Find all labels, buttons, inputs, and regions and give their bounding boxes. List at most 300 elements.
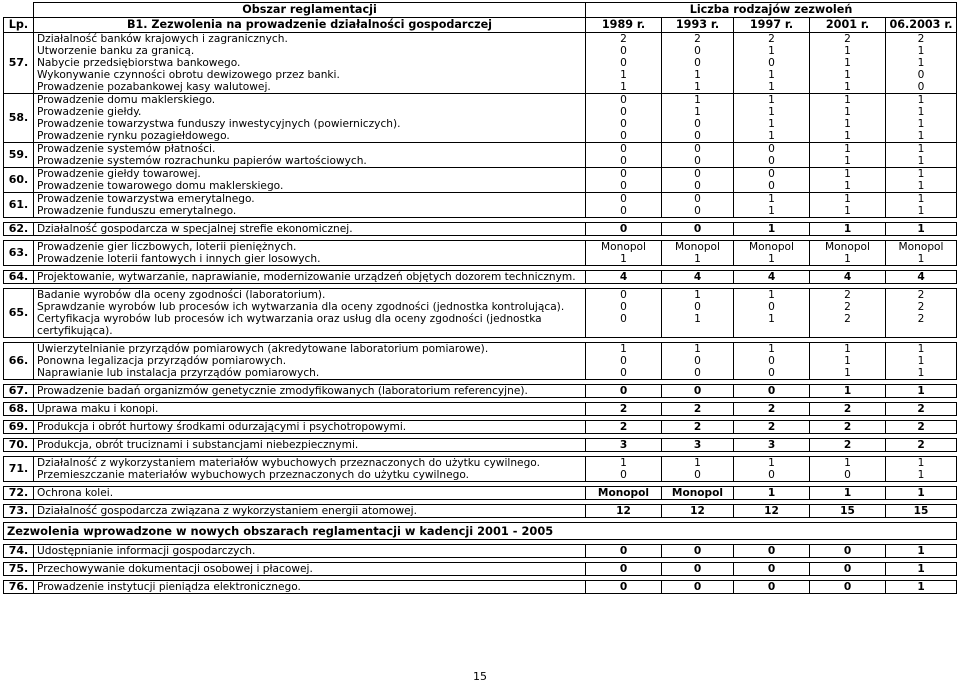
value: 0: [768, 57, 775, 69]
value: Monopol: [671, 487, 724, 499]
value: 0: [620, 155, 627, 167]
row-number: 61.: [4, 193, 34, 218]
value: 12: [690, 505, 705, 517]
year-value-cell: [886, 168, 957, 193]
year-value-cell: [586, 343, 662, 380]
value: 2: [767, 421, 776, 433]
year-value-cell: [810, 581, 886, 594]
description-line: Przemieszczanie materiałów wybuchowych przeznaczonych do użytku cywilnego.: [37, 469, 470, 481]
value: 0: [844, 469, 851, 481]
value: 2: [917, 421, 925, 433]
value: 0: [694, 355, 701, 367]
year-value-cell: [810, 439, 886, 452]
row-description: [34, 421, 586, 434]
year-value-cell: [734, 505, 810, 518]
value: 0: [843, 581, 852, 593]
description-line: Projektowanie, wytwarzanie, naprawianie, modernizowanie urządzeń objętych dozorem technicznym.: [37, 271, 576, 283]
year-value-cell: [662, 33, 734, 94]
description-line: Działalność banków krajowych i zagranicznych.: [37, 33, 288, 45]
value: 0: [693, 385, 702, 397]
description-line: Działalność z wykorzystaniem materiałów wybuchowych przeznaczonych do użytku cywilnego.: [37, 457, 540, 469]
row-number: 69.: [4, 421, 34, 434]
value: 1: [844, 205, 851, 217]
year-value-cell: [734, 563, 810, 576]
year-value-cell: [810, 457, 886, 482]
value: 0: [694, 118, 701, 130]
value: 2: [843, 421, 852, 433]
table-row: [4, 143, 957, 168]
value: 1: [768, 106, 775, 118]
table-row: [4, 193, 957, 218]
value: 0: [694, 45, 701, 57]
value: 0: [767, 581, 776, 593]
value: 0: [620, 130, 627, 142]
value: 2: [917, 301, 925, 313]
year-value-cell: [886, 143, 957, 168]
year-value-cell: [810, 343, 886, 380]
value: 1: [844, 180, 851, 192]
year-value-cell: [886, 289, 957, 338]
value: 1: [844, 94, 851, 106]
row-description: [34, 545, 586, 558]
year-value-cell: [886, 271, 957, 284]
description-line: Badanie wyrobów dla oceny zgodności (laboratorium).: [37, 289, 326, 301]
year-value-cell: [810, 94, 886, 143]
value: 0: [620, 193, 627, 205]
year-value-cell: [662, 193, 734, 218]
value: 1: [768, 253, 775, 265]
table-row: [4, 94, 957, 143]
value: 2: [694, 33, 701, 45]
value: 1: [844, 45, 851, 57]
description-line: Ponowna legalizacja przyrządów pomiarowych.: [37, 355, 287, 367]
row-description: [34, 168, 586, 193]
row-number: 66.: [4, 343, 34, 380]
value: 1: [917, 385, 925, 397]
year-value-cell: [586, 289, 662, 338]
table-row: [4, 505, 957, 518]
value: 1: [917, 168, 925, 180]
value: 2: [843, 403, 852, 415]
year-value-cell: [586, 545, 662, 558]
value: Monopol: [601, 241, 646, 253]
row-number: 76.: [4, 581, 34, 594]
year-value-cell: [586, 193, 662, 218]
description-line: Prowadzenie towarowego domu maklerskiego.: [37, 180, 284, 192]
table-row: [4, 545, 957, 558]
row-number: 58.: [4, 94, 34, 143]
value: 0: [917, 81, 925, 93]
year-value-cell: [810, 563, 886, 576]
value: 0: [620, 57, 627, 69]
value: 1: [844, 81, 851, 93]
year-value-cell: [734, 143, 810, 168]
year-value-cell: [886, 241, 957, 266]
value: 0: [694, 193, 701, 205]
value: 0: [843, 545, 852, 557]
row-number: 63.: [4, 241, 34, 266]
year-value-cell: [586, 271, 662, 284]
description-line: Ochrona kolei.: [37, 487, 114, 499]
year-value-cell: [734, 439, 810, 452]
value: 1: [768, 205, 775, 217]
year-value-cell: [734, 385, 810, 398]
year-value-cell: [734, 223, 810, 236]
description-line: Naprawianie lub instalacja przyrządów pomiarowych.: [37, 367, 320, 379]
row-description: [34, 439, 586, 452]
year-value-cell: [734, 343, 810, 380]
value: 1: [620, 69, 627, 81]
table-row: [4, 403, 957, 416]
row-number: 74.: [4, 545, 34, 558]
row-description: [34, 94, 586, 143]
value: 0: [694, 301, 701, 313]
value: 0: [693, 545, 702, 557]
value: 0: [619, 581, 628, 593]
value: 0: [620, 301, 627, 313]
year-value-cell: [662, 94, 734, 143]
value: Monopol: [825, 241, 870, 253]
value: 0: [767, 563, 776, 575]
value: 1: [917, 118, 925, 130]
description-line: Uwierzytelnianie przyrządów pomiarowych (akredytowane laboratorium pomiarowe).: [37, 343, 489, 355]
row-description: [34, 223, 586, 236]
description-line: Utworzenie banku za granicą.: [37, 45, 195, 57]
description-line: Prowadzenie instytucji pieniądza elektronicznego.: [37, 581, 301, 593]
year-value-cell: [886, 545, 957, 558]
value: 1: [917, 193, 925, 205]
year-value-cell: [810, 241, 886, 266]
value: 0: [693, 563, 702, 575]
year-value-cell: [810, 193, 886, 218]
row-description: [34, 581, 586, 594]
table-row: [4, 457, 957, 482]
description-line: Sprawdzanie wyrobów lub procesów ich wytwarzania dla oceny zgodności (jednostka kontrolująca).: [37, 301, 565, 313]
year-value-cell: [586, 223, 662, 236]
description-line: certyfikująca).: [37, 325, 113, 337]
year-value-cell: [810, 505, 886, 518]
description-line: Udostępnianie informacji gospodarczych.: [37, 545, 256, 557]
value: 1: [620, 343, 627, 355]
value: 0: [843, 563, 852, 575]
year-value-cell: [886, 563, 957, 576]
year-value-cell: [810, 143, 886, 168]
year-value-cell: [810, 385, 886, 398]
year-value-cell: [662, 271, 734, 284]
value: 2: [620, 33, 627, 45]
value: 1: [844, 355, 851, 367]
value: 1: [844, 130, 851, 142]
value: 1: [768, 289, 775, 301]
value: 1: [767, 487, 776, 499]
value: [813, 325, 882, 337]
value: 0: [619, 223, 628, 235]
value: 1: [768, 45, 775, 57]
value: 1: [694, 81, 701, 93]
value: [889, 325, 953, 337]
value: 1: [917, 130, 925, 142]
year-value-cell: [886, 505, 957, 518]
value: 0: [768, 180, 775, 192]
description-line: Prowadzenie pozabankowej kasy walutowej.: [37, 81, 271, 93]
description-line: Prowadzenie systemów rozrachunku papierów wartościowych.: [37, 155, 367, 167]
year-value-cell: [662, 505, 734, 518]
row-description: [34, 33, 586, 94]
value: 1: [694, 253, 701, 265]
value: 1: [917, 143, 925, 155]
year-value-cell: [810, 289, 886, 338]
value: 4: [843, 271, 852, 283]
value: 0: [768, 469, 775, 481]
description-line: Działalność gospodarcza związana z wykorzystaniem energii atomowej.: [37, 505, 417, 517]
value: 1: [843, 385, 852, 397]
value: 1: [917, 180, 925, 192]
year-value-cell: [662, 545, 734, 558]
header-row-2: [4, 18, 957, 33]
year-value-cell: [586, 403, 662, 416]
year-value-cell: [662, 457, 734, 482]
value: 0: [620, 355, 627, 367]
year-value-cell: [662, 403, 734, 416]
value: 0: [917, 69, 925, 81]
value: 0: [619, 545, 628, 557]
description-line: Uprawa maku i konopi.: [37, 403, 159, 415]
year-value-cell: [586, 385, 662, 398]
value: 2: [767, 403, 776, 415]
value: 1: [917, 253, 925, 265]
row-number: 65.: [4, 289, 34, 338]
description-line: Prowadzenie loterii fantowych i innych gier losowych.: [37, 253, 321, 265]
table-row: [4, 223, 957, 236]
year-value-cell: [734, 193, 810, 218]
row-number: 60.: [4, 168, 34, 193]
value: Monopol: [597, 487, 650, 499]
value: 0: [620, 94, 627, 106]
value: 2: [619, 421, 628, 433]
value: [665, 325, 730, 337]
table-row: [4, 168, 957, 193]
value: 0: [694, 143, 701, 155]
value: 1: [917, 487, 925, 499]
value: 1: [844, 118, 851, 130]
table-row: [4, 271, 957, 284]
year-value-cell: [586, 94, 662, 143]
value: 1: [843, 487, 852, 499]
table-row: [4, 33, 957, 94]
year-value-cell: [810, 403, 886, 416]
year-value-cell: [662, 241, 734, 266]
value: 1: [768, 94, 775, 106]
value: 1: [844, 367, 851, 379]
row-number: 75.: [4, 563, 34, 576]
value: 0: [694, 168, 701, 180]
value: 0: [768, 301, 775, 313]
table-row: [4, 241, 957, 266]
value: 1: [917, 223, 925, 235]
value: 0: [620, 106, 627, 118]
value: 1: [844, 343, 851, 355]
value: 0: [620, 469, 627, 481]
value: 0: [620, 168, 627, 180]
row-number: 72.: [4, 487, 34, 500]
year-value-cell: [586, 241, 662, 266]
value: 0: [693, 223, 702, 235]
value: 0: [694, 57, 701, 69]
row-description: [34, 241, 586, 266]
row-description: [34, 505, 586, 518]
year-value-cell: [662, 223, 734, 236]
value: 1: [768, 343, 775, 355]
year-2001: 2001 r.: [810, 18, 886, 33]
value: 1: [620, 457, 627, 469]
value: 1: [768, 193, 775, 205]
value: 1: [844, 106, 851, 118]
value: 0: [768, 168, 775, 180]
year-value-cell: [886, 487, 957, 500]
value: 1: [917, 205, 925, 217]
row-number: 71.: [4, 457, 34, 482]
description-line: Przechowywanie dokumentacji osobowej i płacowej.: [37, 563, 313, 575]
value: 1: [917, 343, 925, 355]
row-description: [34, 343, 586, 380]
year-value-cell: [810, 545, 886, 558]
value: 0: [620, 118, 627, 130]
value: 2: [917, 33, 925, 45]
row-number: 62.: [4, 223, 34, 236]
year-value-cell: [586, 487, 662, 500]
year-value-cell: [662, 581, 734, 594]
value: 2: [693, 421, 702, 433]
value: 0: [768, 367, 775, 379]
year-2003: 06.2003 r.: [886, 18, 957, 33]
value: 1: [620, 81, 627, 93]
year-value-cell: [662, 487, 734, 500]
page-number: 15: [473, 670, 487, 683]
value: [737, 325, 806, 337]
value: 1: [768, 313, 775, 325]
value: 1: [917, 563, 925, 575]
year-value-cell: [662, 343, 734, 380]
year-value-cell: [886, 33, 957, 94]
year-1997: 1997 r.: [734, 18, 810, 33]
description-line: Działalność gospodarcza w specjalnej strefie ekonomicznej.: [37, 223, 353, 235]
value: 0: [620, 180, 627, 192]
row-description: [34, 193, 586, 218]
year-value-cell: [734, 581, 810, 594]
description-line: Prowadzenie domu maklerskiego.: [37, 94, 216, 106]
value: 4: [917, 271, 925, 283]
description-line: Prowadzenie giełdy towarowej.: [37, 168, 201, 180]
value: 0: [620, 205, 627, 217]
row-number: 67.: [4, 385, 34, 398]
area-title: Obszar reglamentacji: [34, 3, 586, 18]
value: 12: [616, 505, 631, 517]
value: 1: [694, 106, 701, 118]
table-row: [4, 581, 957, 594]
year-value-cell: [886, 343, 957, 380]
value: 15: [840, 505, 855, 517]
year-value-cell: [734, 271, 810, 284]
value: 0: [767, 385, 776, 397]
value: 1: [917, 106, 925, 118]
section-header-row: [4, 523, 957, 540]
value: 2: [619, 403, 628, 415]
row-description: [34, 563, 586, 576]
description-line: Prowadzenie rynku pozagiełdowego.: [37, 130, 230, 142]
value: 0: [768, 355, 775, 367]
year-value-cell: [734, 289, 810, 338]
value: 0: [694, 469, 701, 481]
value: 1: [620, 253, 627, 265]
value: 2: [693, 403, 702, 415]
value: 1: [917, 94, 925, 106]
value: 1: [844, 253, 851, 265]
value: Monopol: [749, 241, 794, 253]
value: 15: [913, 505, 929, 517]
value: 1: [844, 457, 851, 469]
value: 1: [844, 57, 851, 69]
value: 1: [917, 355, 925, 367]
value: 1: [844, 143, 851, 155]
lp-header: Lp.: [4, 18, 34, 33]
year-value-cell: [662, 385, 734, 398]
description-line: Prowadzenie badań organizmów genetycznie zmodyfikowanych (laboratorium referencyjne).: [37, 385, 528, 397]
year-value-cell: [734, 487, 810, 500]
row-description: [34, 289, 586, 338]
value: 1: [694, 289, 701, 301]
row-description: [34, 457, 586, 482]
year-value-cell: [662, 289, 734, 338]
year-value-cell: [586, 581, 662, 594]
value: 0: [768, 155, 775, 167]
row-description: [34, 403, 586, 416]
value: 1: [768, 457, 775, 469]
value: 1: [844, 69, 851, 81]
value: 1: [768, 130, 775, 142]
year-value-cell: [586, 421, 662, 434]
row-number: 68.: [4, 403, 34, 416]
description-line: Prowadzenie gier liczbowych, loterii pieniężnych.: [37, 241, 297, 253]
row-number: 73.: [4, 505, 34, 518]
description-line: Nabycie przedsiębiorstwa bankowego.: [37, 57, 241, 69]
value: 2: [917, 289, 925, 301]
value: 1: [694, 343, 701, 355]
description-line: Prowadzenie giełdy.: [37, 106, 142, 118]
year-value-cell: [586, 563, 662, 576]
value: 0: [694, 180, 701, 192]
value: 2: [844, 289, 851, 301]
value: 1: [694, 457, 701, 469]
year-1989: 1989 r.: [586, 18, 662, 33]
value: 0: [619, 563, 628, 575]
value: 2: [844, 313, 851, 325]
year-value-cell: [734, 241, 810, 266]
value: 3: [693, 439, 702, 451]
b1-title: B1. Zezwolenia na prowadzenie działalności gospodarczej: [34, 18, 586, 33]
value: 2: [917, 403, 925, 415]
value: [589, 325, 658, 337]
year-value-cell: [586, 505, 662, 518]
year-value-cell: [886, 403, 957, 416]
year-value-cell: [662, 421, 734, 434]
description-line: Prowadzenie systemów płatności.: [37, 143, 216, 155]
value: 1: [917, 469, 925, 481]
table-row: [4, 385, 957, 398]
value: 4: [693, 271, 702, 283]
table-row: [4, 421, 957, 434]
value: 4: [767, 271, 776, 283]
description-line: Produkcja i obrót hurtowy środkami odurzającymi i psychotropowymi.: [37, 421, 407, 433]
